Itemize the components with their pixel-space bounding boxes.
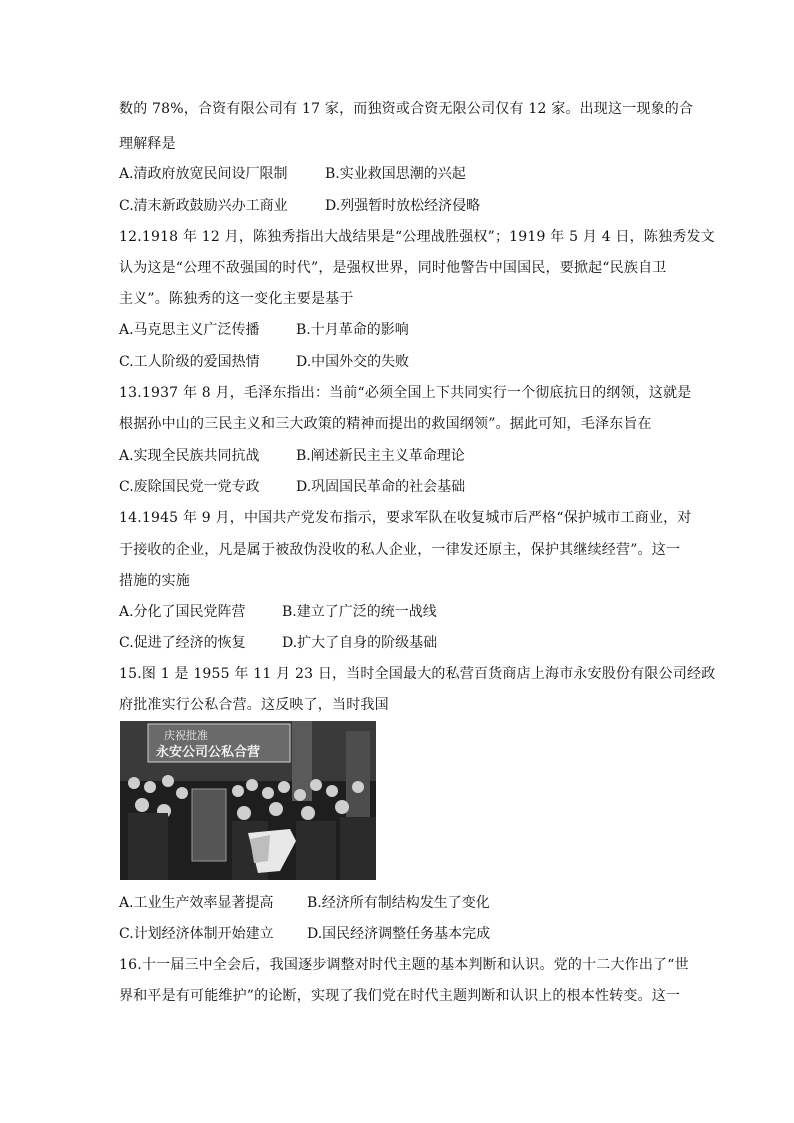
q15-option-d: D.国民经济调整任务基本完成 [307,926,491,942]
q11-stem-line-2: 理解释是 [119,136,176,152]
q12-stem-line-2: 认为这是“公理不敌强国的时代”，是强权世界，同时他警告中国国民，要掀起“民族自卫 [119,260,667,276]
q15-stem-line-2: 府批准实行公私合营。这反映了，当时我国 [119,697,389,713]
q14-option-a: A.分化了国民党阵营 [119,604,246,620]
q12-option-d: D.中国外交的失败 [296,354,410,370]
q11-option-d: D.列强暂时放松经济侵略 [325,198,481,214]
q14-stem-line-2: 于接收的企业，凡是属于被敌伪没收的私人企业，一律发还原主，保护其继续经营”。这一 [119,542,681,558]
q14-option-d: D.扩大了自身的阶级基础 [282,635,438,651]
q16-stem-line-2: 界和平是有可能维护”的论断，实现了我们党在时代主题判断和认识上的根本性转变。这一 [119,988,681,1004]
historical-photo-yongan-company [120,721,376,880]
q11-option-b: B.实业救国思潮的兴起 [325,166,466,182]
q11-option-a: A.清政府放宽民间设厂限制 [119,166,288,182]
q12-option-b: B.十月革命的影响 [296,322,409,338]
q12-option-a: A.马克思主义广泛传播 [119,322,260,338]
q13-option-d: D.巩固国民革命的社会基础 [296,479,466,495]
photo-banner-top-text: 庆祝批准 [164,729,208,742]
q12-stem-line-1: 12.1918 年 12 月，陈独秀指出大战结果是“公理战胜强权”；1919 年 5 月 4 日，陈独秀发文 [119,229,715,245]
q16-stem-line-1: 16.十一届三中全会后，我国逐步调整对时代主题的基本判断和认识。党的十二大作出了“世 [119,957,689,973]
q15-option-c: C.计划经济体制开始建立 [119,926,274,942]
crowd-photo-illustration [120,721,376,880]
q12-stem-line-3: 主义”。陈独秀的这一变化主要是基于 [119,291,354,307]
q15-stem-line-1: 15.图 1 是 1955 年 11 月 23 日，当时全国最大的私营百货商店上海市永安股份有限公司经政 [119,666,716,682]
q12-option-c: C.工人阶级的爱国热情 [119,354,260,370]
q14-option-b: B.建立了广泛的统一战线 [282,604,437,620]
q13-option-c: C.废除国民党一党专政 [119,479,260,495]
q11-stem-line-1: 数的 78%，合资有限公司有 17 家，而独资或合资无限公司仅有 12 家。出现这一现象的合 [119,101,694,117]
q13-stem-line-2: 根据孙中山的三民主义和三大政策的精神而提出的救国纲领”。据此可知，毛泽东旨在 [119,416,652,432]
photo-banner-text: 永安公司公私合营 [156,745,261,760]
q14-stem-line-3: 措施的实施 [119,573,190,589]
q13-option-a: A.实现全民族共同抗战 [119,448,260,464]
q15-option-b: B.经济所有制结构发生了变化 [307,895,490,911]
q13-stem-line-1: 13.1937 年 8 月，毛泽东指出：当前“必须全国上下共同实行一个彻底抗日的纲领，这就是 [119,385,692,401]
q15-option-a: A.工业生产效率显著提高 [119,895,274,911]
q14-option-c: C.促进了经济的恢复 [119,635,246,651]
q11-option-c: C.清末新政鼓励兴办工商业 [119,198,288,214]
q14-stem-line-1: 14.1945 年 9 月，中国共产党发布指示，要求军队在收复城市后严格“保护城市工商业，对 [119,510,692,526]
q13-option-b: B.阐述新民主主义革命理论 [296,448,465,464]
